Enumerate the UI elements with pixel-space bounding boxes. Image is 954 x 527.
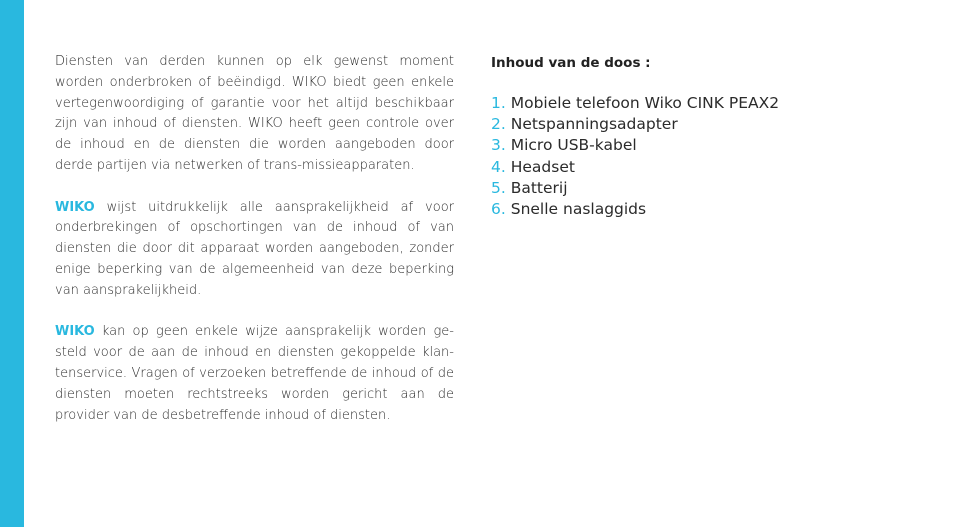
list-label: Micro USB-kabel [505, 136, 637, 155]
list-item [491, 135, 921, 156]
box-contents-column [491, 54, 921, 220]
disclaimer-column [55, 52, 454, 447]
list-item [491, 93, 921, 114]
paragraph-text: kan op geen enkele wijze aansprakelijk worden ge-steld voor de aan de inhoud en diensten gekoppelde klan-tenservice. Vragen of verzoeken betreffende de inhoud of de diensten moeten rechtstreeks worden gericht aan de provider van de desbetreffende inhoud of diensten. [55, 324, 454, 423]
list-number: 2. [491, 115, 506, 134]
box-contents-title: Inhoud van de doos : [491, 55, 651, 71]
list-label: Mobiele telefoon Wiko CINK PEAX2 [505, 94, 780, 112]
list-item [491, 114, 921, 135]
list-number: 4. [491, 157, 506, 176]
paragraph-third-party-services: Diensten van derden kunnen op elk gewenst moment worden onderbroken of beëindigd. WIKO biedt geen enkele vertegenwoordiging of garantie voor het altijd beschikbaar zijn van inhoud of diensten. WIKO heeft geen controle over de inhoud en de diensten die worden aangeboden door derde partijen via netwerken of trans-missieapparaten. [55, 54, 454, 173]
brand-name: WIKO [55, 199, 95, 215]
brand-name: WIKO [55, 324, 95, 340]
box-contents-list [491, 93, 921, 220]
list-label: Snelle naslaggids [505, 200, 647, 219]
list-number: 1. [491, 94, 506, 112]
accent-side-bar [0, 0, 24, 527]
paragraph-customer-service [55, 322, 454, 426]
list-label: Headset [505, 157, 575, 176]
list-item [491, 157, 921, 178]
list-number: 3. [491, 136, 506, 155]
list-item [491, 199, 921, 220]
list-label: Netspanningsadapter [505, 115, 678, 134]
paragraph-text: wijst uitdrukkelijk alle aansprakelijkheid af voor onderbrekingen of opschortingen van de inhoud of van diensten die door dit apparaat worden aangeboden, zonder enige beperking van de algemeenheid van deze beperking van aansprakelijkheid. [55, 199, 454, 298]
list-label: Batterij [505, 178, 568, 197]
list-number: 6. [491, 200, 506, 219]
list-item [491, 178, 921, 199]
list-number: 5. [491, 178, 506, 197]
paragraph-liability-disclaimer [55, 198, 454, 302]
